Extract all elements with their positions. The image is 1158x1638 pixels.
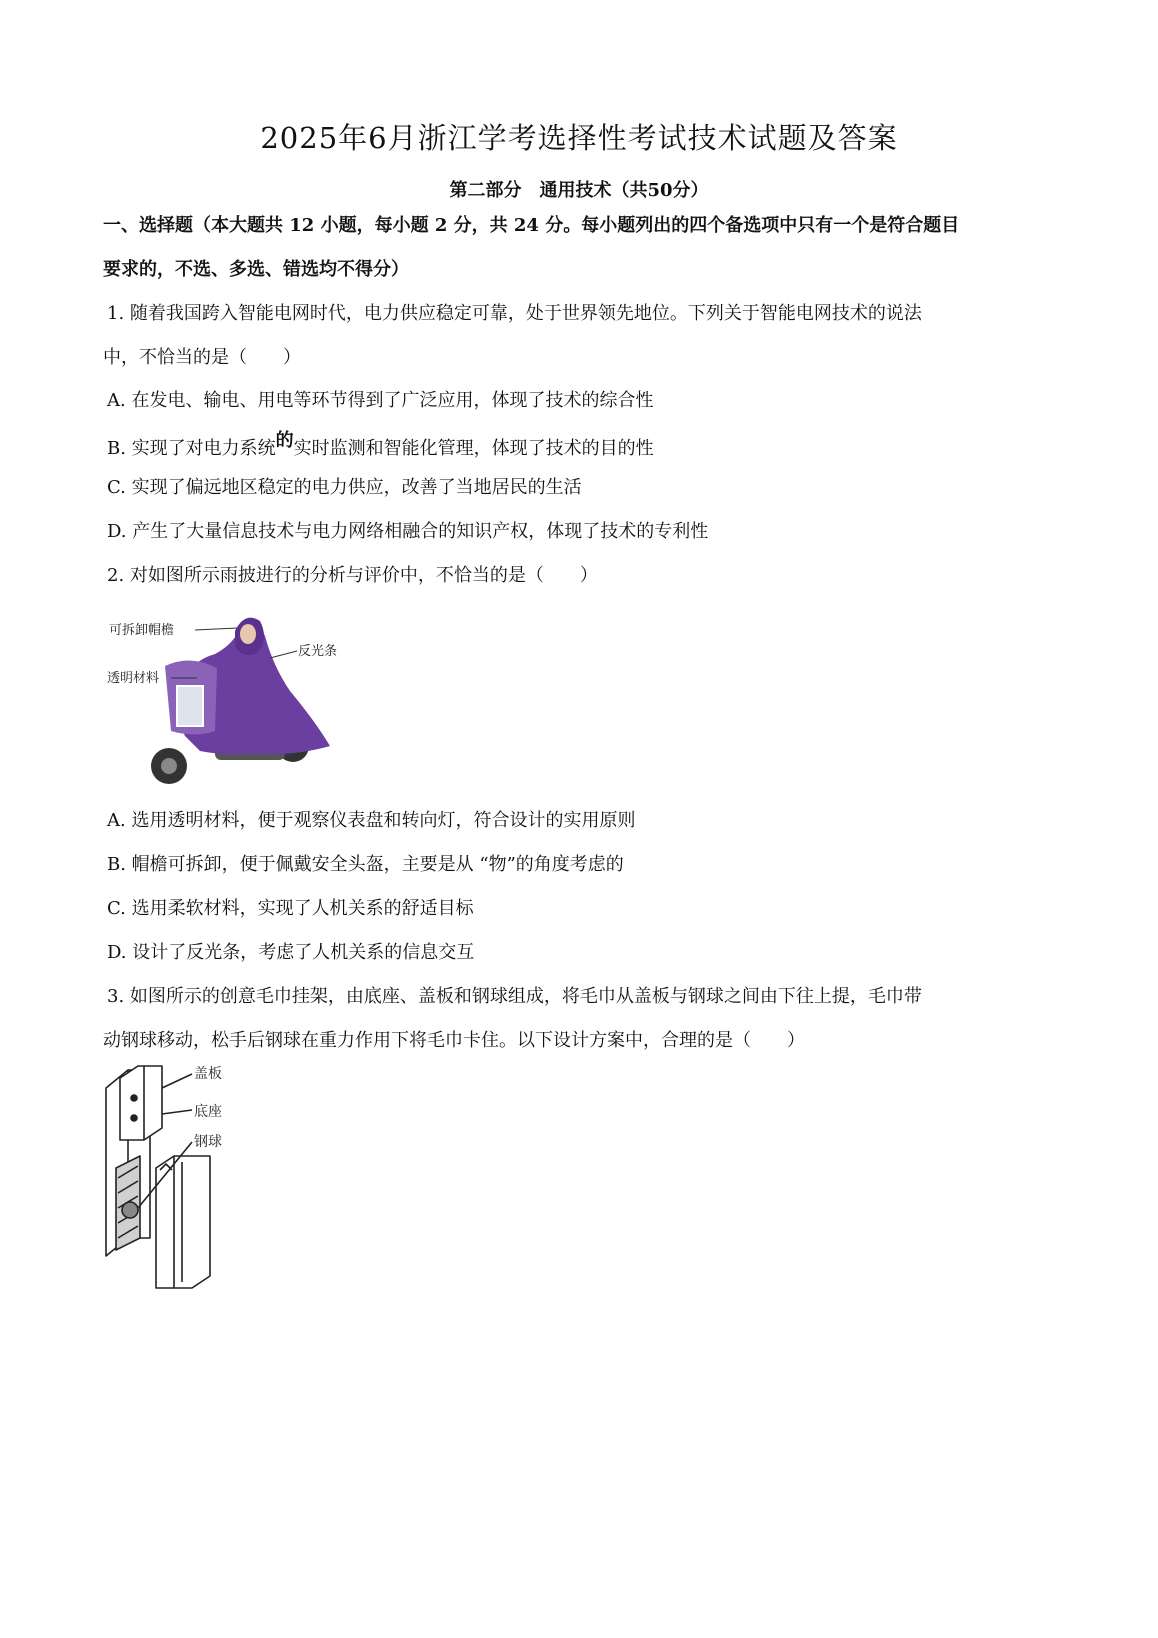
q2-stem: 2. 对如图所示雨披进行的分析与评价中，不恰当的是（ ）: [107, 565, 598, 586]
page-title: 2025年6月浙江学考选择性考试技术试题及答案: [260, 121, 898, 155]
section-header-line-1: 一、选择题（本大题共 12 小题，每小题 2 分，共 24 分。每小题列出的四个备选项中只有一个是符合题目: [103, 215, 960, 236]
q3-stem-line-2: 动钢球移动，松手后钢球在重力作用下将毛巾卡住。以下设计方案中，合理的是（ ）: [103, 1030, 805, 1051]
q3-stem-line-1: 3. 如图所示的创意毛巾挂架，由底座、盖板和钢球组成，将毛巾从盖板与钢球之间由下往上提，毛巾带: [107, 986, 922, 1007]
q1-stem-line-1: 1. 随着我国跨入智能电网时代，电力供应稳定可靠，处于世界领先地位。下列关于智能电网技术的说法: [107, 303, 922, 324]
part-heading: 第二部分 通用技术（共50分）: [449, 180, 709, 201]
screw-hole-top: [131, 1095, 137, 1101]
label-detachable-brim: 可拆卸帽檐: [109, 623, 175, 638]
screw-hole-bottom: [131, 1115, 137, 1121]
q2-option-c: C. 选用柔软材料，实现了人机关系的舒适目标: [107, 898, 474, 919]
q1-option-b-part-2: 实时监测和智能化管理，体现了技术的目的性: [293, 438, 654, 459]
q1-option-a: A. 在发电、输电、用电等环节得到了广泛应用，体现了技术的综合性: [107, 390, 654, 411]
q1-option-b-raised-char: 的: [275, 430, 294, 451]
rider-face: [240, 624, 256, 644]
label-reflective-strip: 反光条: [298, 644, 338, 659]
label-steel-ball: 钢球: [194, 1134, 222, 1150]
towel-rack-figure: [100, 1058, 250, 1290]
raincoat-figure: [105, 606, 355, 788]
q2-option-d: D. 设计了反光条，考虑了人机关系的信息交互: [107, 942, 475, 963]
label-transparent-material: 透明材料: [107, 671, 160, 686]
label-cover-plate: 盖板: [194, 1066, 222, 1082]
q2-option-b: B. 帽檐可拆卸，便于佩戴安全头盔，主要是从 “物”的角度考虑的: [107, 854, 624, 875]
q1-option-b: [107, 430, 654, 460]
q1-option-c: C. 实现了偏远地区稳定的电力供应，改善了当地居民的生活: [107, 477, 582, 498]
q1-stem-line-2: 中，不恰当的是（ ）: [103, 347, 301, 368]
cover-plate: [120, 1066, 162, 1140]
transparent-window: [177, 686, 203, 726]
steel-ball: [122, 1202, 138, 1218]
q1-option-b-part-1: B. 实现了对电力系统: [107, 438, 276, 459]
q2-option-a: A. 选用透明材料，便于观察仪表盘和转向灯，符合设计的实用原则: [107, 810, 636, 831]
q1-option-d: D. 产生了大量信息技术与电力网络相融合的知识产权，体现了技术的专利性: [107, 521, 709, 542]
section-header-line-2: 要求的，不选、多选、错选均不得分）: [103, 259, 409, 280]
label-base: 底座: [194, 1104, 222, 1120]
